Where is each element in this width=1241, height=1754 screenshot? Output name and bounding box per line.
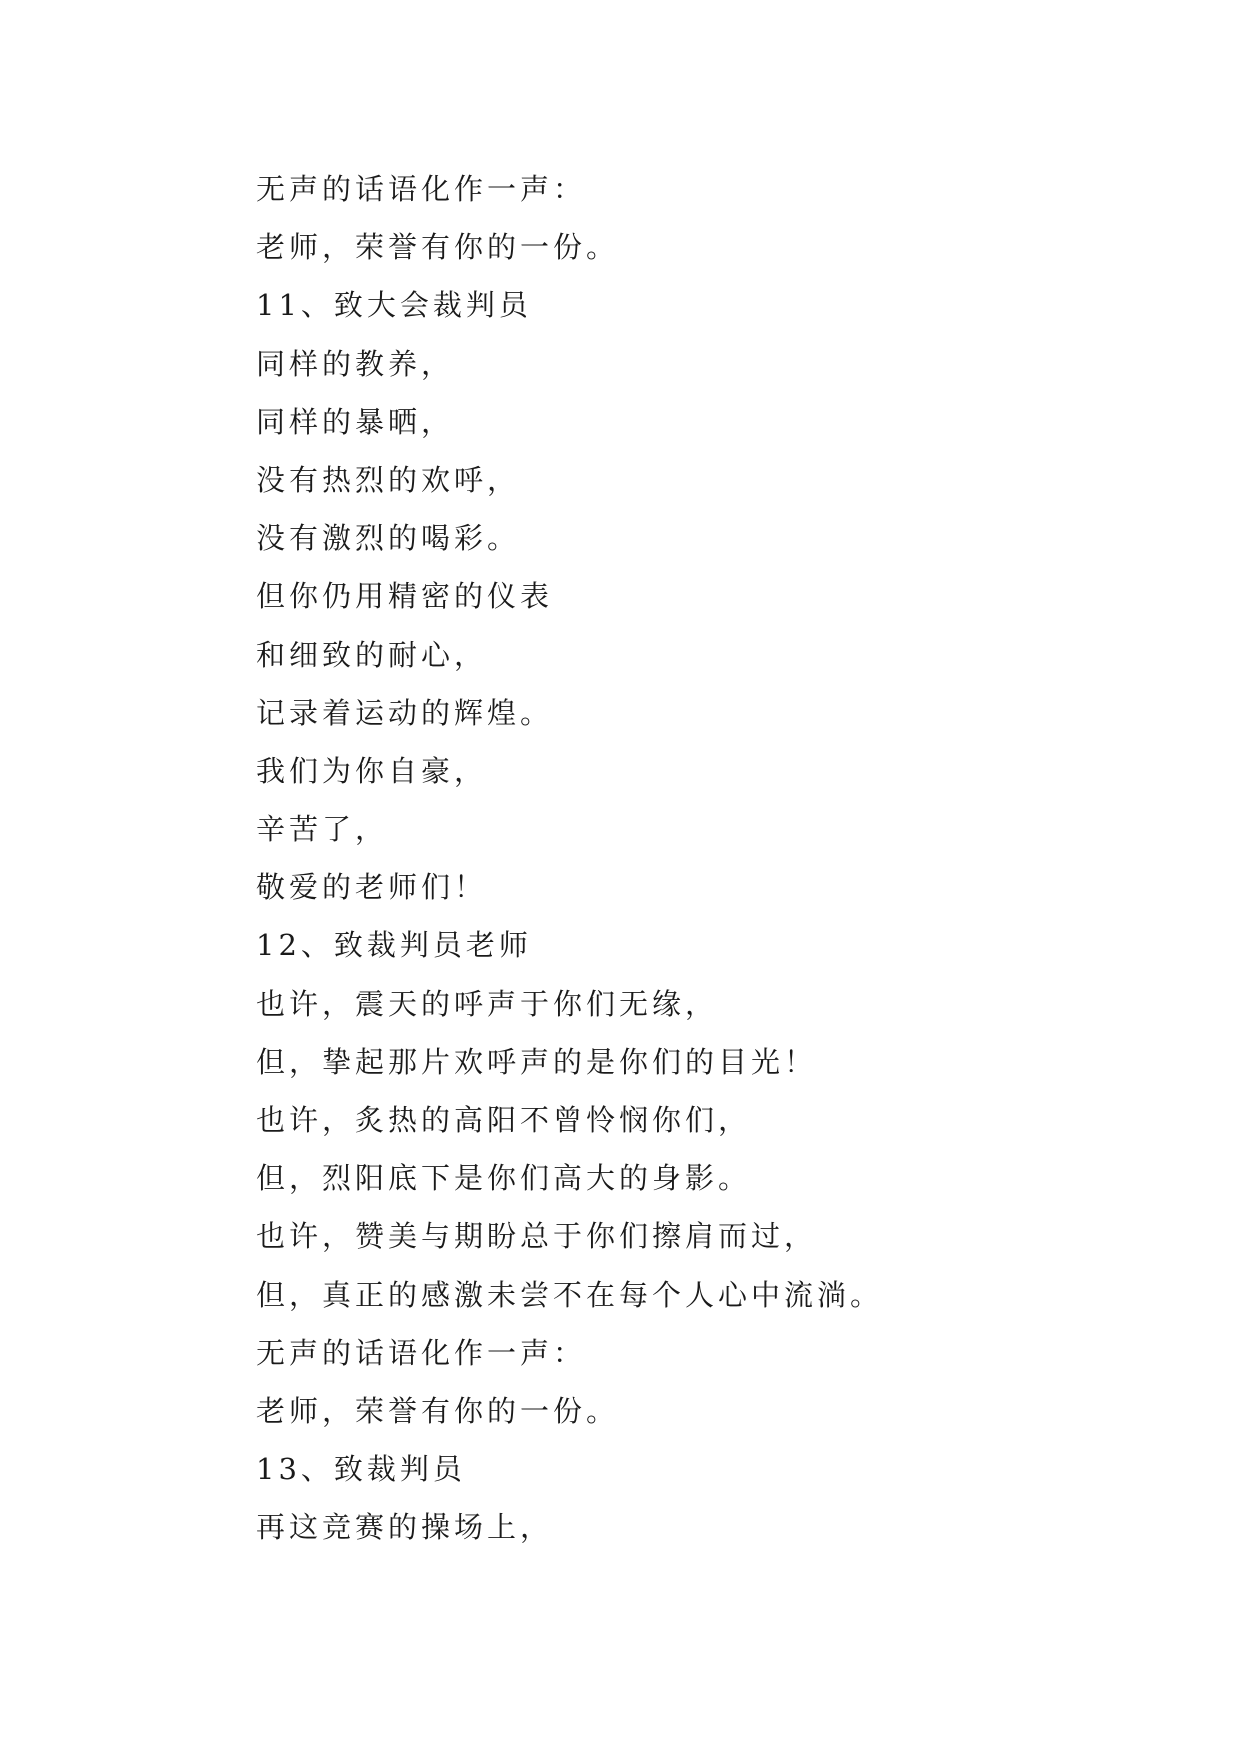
text-line: 记录着运动的辉煌。	[256, 695, 554, 730]
text-line: 但，真正的感激未尝不在每个人心中流淌。	[256, 1277, 884, 1312]
text-line: 我们为你自豪，	[256, 753, 488, 788]
document-body	[256, 160, 1156, 1557]
text-line: 同样的教养，	[256, 346, 455, 381]
text-line: 但你仍用精密的仪表	[256, 579, 554, 614]
text-line: 也许，震天的呼声于你们无缘，	[256, 986, 719, 1021]
text-line: 敬爱的老师们！	[256, 870, 488, 905]
text-line: 和细致的耐心，	[256, 637, 488, 672]
text-line: 也许，赞美与期盼总于你们擦肩而过，	[256, 1219, 818, 1254]
text-line: 没有热烈的欢呼，	[256, 462, 521, 497]
text-line: 再这竞赛的操场上，	[256, 1510, 554, 1545]
section-heading: 13、致裁判员	[256, 1452, 466, 1487]
text-line: 同样的暴晒，	[256, 404, 455, 439]
text-line: 无声的话语化作一声：	[256, 172, 587, 206]
text-line: 但，挚起那片欢呼声的是你们的目光！	[256, 1044, 818, 1079]
text-line: 也许，炙热的高阳不曾怜悯你们，	[256, 1103, 752, 1137]
text-line: 辛苦了，	[256, 812, 389, 847]
text-line: 没有激烈的喝彩。	[256, 521, 521, 556]
text-line: 但，烈阳底下是你们高大的身影。	[256, 1161, 752, 1196]
text-line: 老师，荣誉有你的一份。	[256, 1393, 620, 1428]
text-line: 老师，荣誉有你的一份。	[256, 230, 620, 265]
text-line: 无声的话语化作一声：	[256, 1335, 587, 1370]
section-heading: 12、致裁判员老师	[256, 928, 532, 963]
section-heading: 11、致大会裁判员	[256, 288, 532, 323]
